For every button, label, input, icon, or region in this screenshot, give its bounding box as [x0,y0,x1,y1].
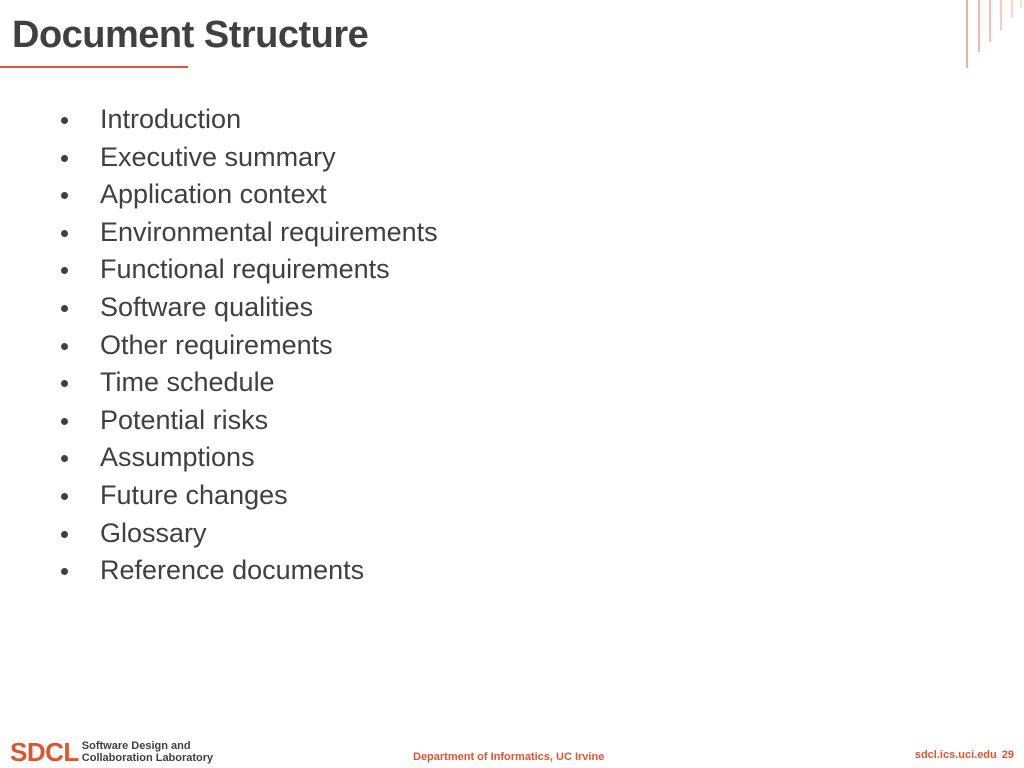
list-item [58,552,438,590]
list-item [58,139,438,177]
bullet-icon [61,418,68,425]
list-item-text: Potential risks [100,404,269,435]
list-item-text: Executive summary [100,141,336,172]
bullet-icon [61,568,68,575]
bullet-icon [61,267,68,274]
list-item-text: Future changes [100,479,288,510]
list-item [58,439,438,477]
footer-department: Department of Informatics, UC Irvine [413,751,605,763]
bullet-icon [61,230,68,237]
footer-website: sdcl.ics.uci.edu [914,749,997,761]
logo-mark: SDCL [10,737,79,767]
list-item [58,101,438,139]
bullet-icon [61,155,68,162]
list-item [58,327,438,365]
list-item [58,289,438,327]
list-item [58,477,438,515]
list-item [58,214,438,252]
title-underline [0,66,188,68]
list-item-text: Functional requirements [100,254,390,285]
list-item-text: Glossary [100,517,207,548]
logo-text [82,740,213,764]
list-item-text: Other requirements [100,329,333,360]
logo-line-1: Software Design and [81,740,191,752]
list-item [58,515,438,553]
footer-right [915,749,1014,761]
bullet-icon [61,455,68,462]
bullet-icon [61,493,68,500]
list-item [58,402,438,440]
list-item-text: Assumptions [100,442,255,473]
list-item-text: Software qualities [100,291,314,322]
list-item-text: Time schedule [100,367,275,398]
footer-logo [10,737,213,767]
bullet-list [58,101,438,590]
list-item-text: Application context [100,179,327,210]
list-item [58,176,438,214]
bullet-icon [61,380,68,387]
logo-line-2: Collaboration Laboratory [81,752,214,764]
bullet-icon [61,117,68,124]
list-item-text: Reference documents [100,555,365,586]
slide-title: Document Structure [12,14,369,56]
bullet-icon [61,531,68,538]
bullet-icon [61,192,68,199]
list-item [58,251,438,289]
bullet-icon [61,343,68,350]
list-item-text: Environmental requirements [100,216,438,247]
list-item [58,364,438,402]
corner-decoration [954,0,1024,70]
bullet-icon [61,305,68,312]
page-number: 29 [1001,749,1014,761]
list-item-text: Introduction [100,104,242,134]
